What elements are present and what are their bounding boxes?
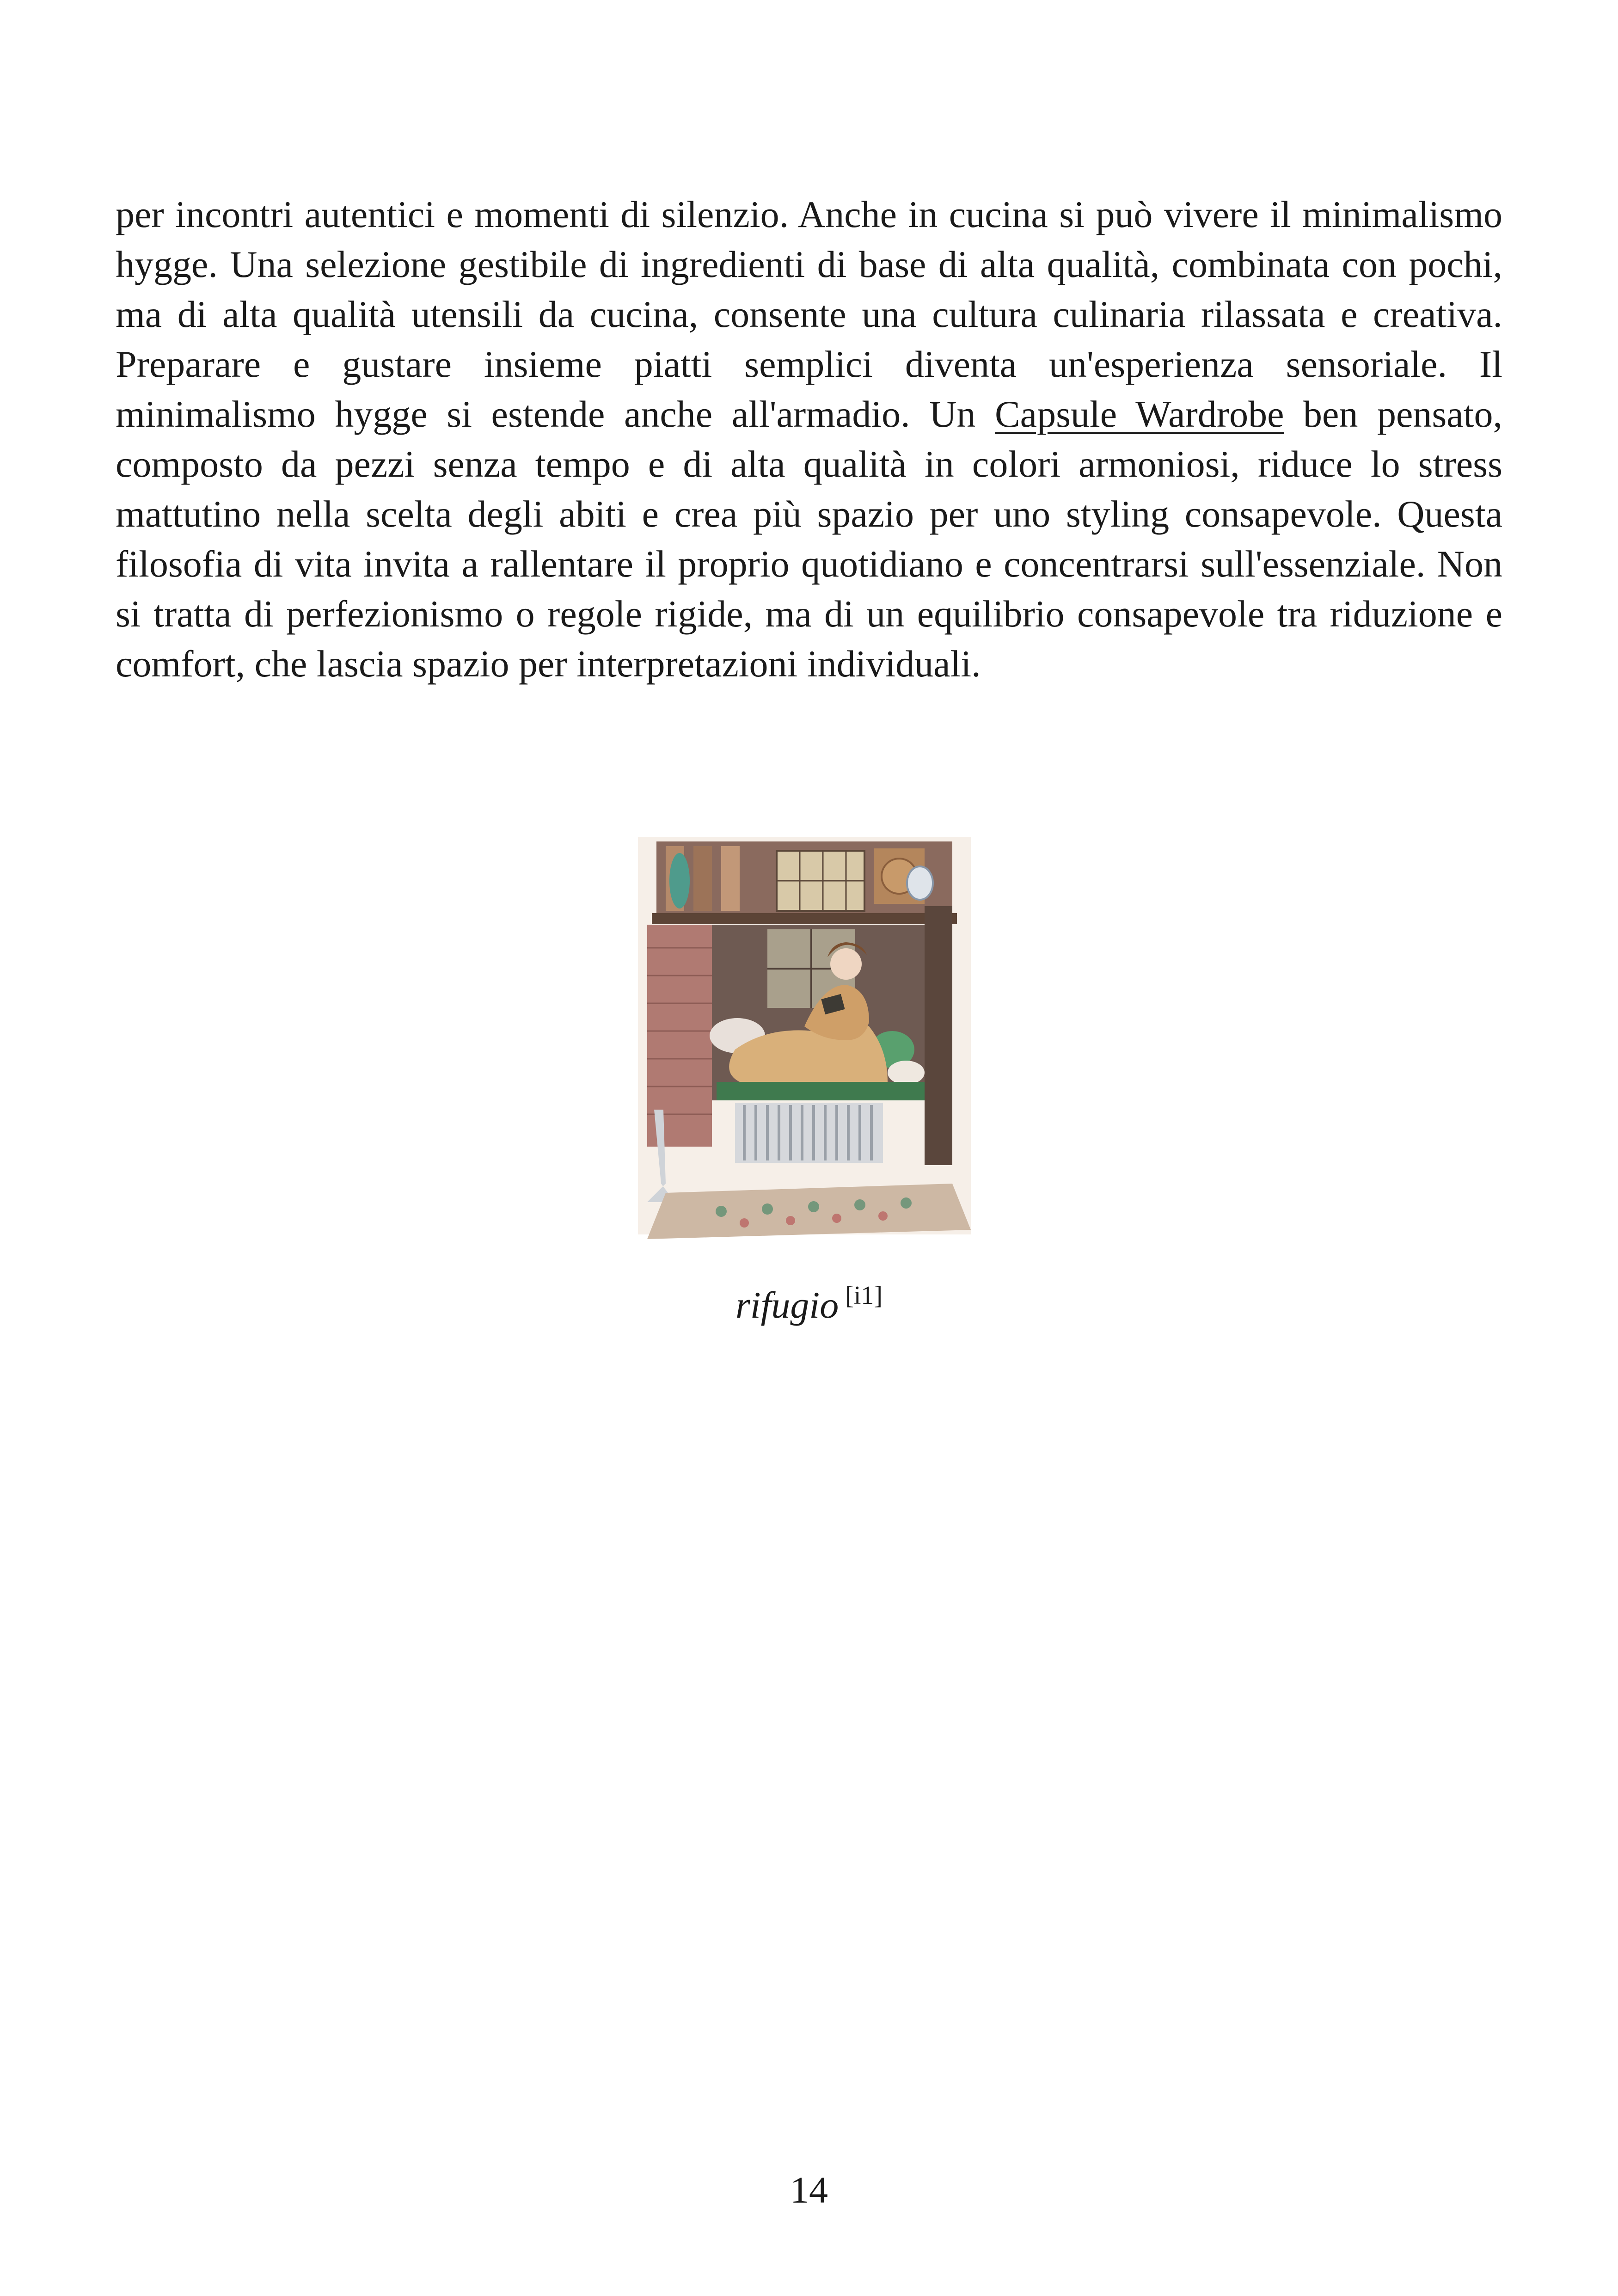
body-text-after-link: ben pensato, composto da pezzi senza tempo e di alta qualità in colori armoniosi, riduce lo stress mattutino nella scelta degli abiti e crea più spazio per uno styling consapevole. Questa filosofia di vita invita a rallentare il proprio quotidiano e concentrarsi sull'essenziale. Non si tratta di perfezionismo o regole rigide, ma di un equilibrio consapevole tra riduzione e comfort, che lascia spazio per interpretazioni individuali. (116, 393, 1502, 685)
capsule-wardrobe-link[interactable]: Capsule Wardrobe (994, 393, 1284, 435)
figure-caption (0, 1281, 1618, 1327)
body-text-before-link: per incontri autentici e momenti di silenzio. Anche in cucina si può vivere il minimalismo hygge. Una selezione gestibile di ingredienti di base di alta qualità, combinata con pochi, ma di alta qualità utensili da cucina, consente una cultura culinaria rilassata e creativa. Preparare e gustare insieme piatti semplici diventa un'esperienza sensoriale. Il minimalismo hygge si estende anche all'armadio. Un (116, 193, 1502, 435)
caption-text: rifugio (735, 1284, 839, 1326)
caption-reference: [i1] (845, 1281, 883, 1310)
illustration-woman-reading-window-seat (629, 832, 980, 1248)
page-number: 14 (790, 2169, 828, 2211)
illustration-image (629, 832, 980, 1248)
body-paragraph (116, 190, 1502, 689)
